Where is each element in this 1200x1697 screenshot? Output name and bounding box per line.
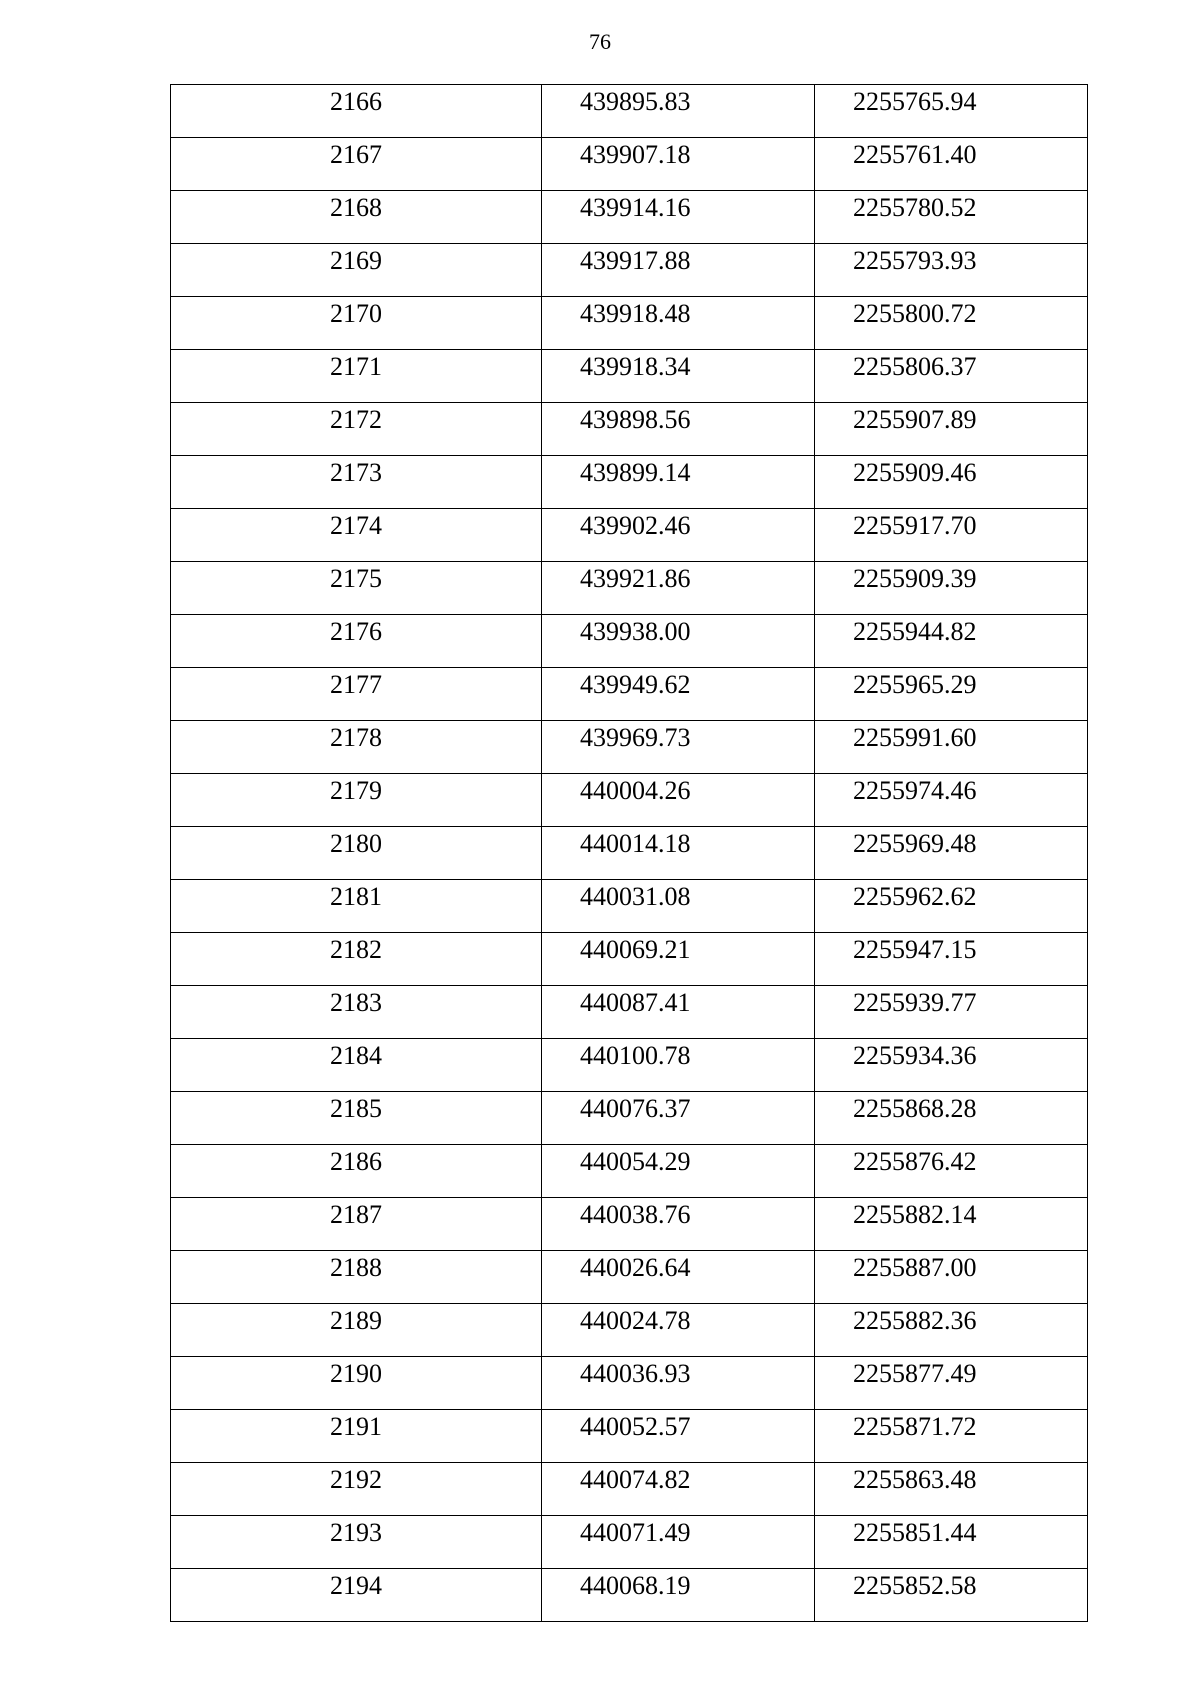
x-coordinate-cell: 440076.37 xyxy=(542,1092,815,1145)
point-number-cell: 2188 xyxy=(171,1251,542,1304)
point-number-cell: 2166 xyxy=(171,85,542,138)
point-number-cell: 2178 xyxy=(171,721,542,774)
table-row xyxy=(171,1463,1088,1516)
x-coordinate-cell: 439917.88 xyxy=(542,244,815,297)
y-coordinate-cell: 2255947.15 xyxy=(815,933,1088,986)
table-row xyxy=(171,774,1088,827)
x-coordinate-cell: 440038.76 xyxy=(542,1198,815,1251)
point-number-cell: 2193 xyxy=(171,1516,542,1569)
x-coordinate-cell: 439921.86 xyxy=(542,562,815,615)
x-coordinate-cell: 440024.78 xyxy=(542,1304,815,1357)
point-number-cell: 2175 xyxy=(171,562,542,615)
y-coordinate-cell: 2255934.36 xyxy=(815,1039,1088,1092)
point-number-cell: 2182 xyxy=(171,933,542,986)
y-coordinate-cell: 2255882.36 xyxy=(815,1304,1088,1357)
table-row xyxy=(171,1251,1088,1304)
x-coordinate-cell: 440054.29 xyxy=(542,1145,815,1198)
y-coordinate-cell: 2255939.77 xyxy=(815,986,1088,1039)
point-number-cell: 2189 xyxy=(171,1304,542,1357)
y-coordinate-cell: 2255852.58 xyxy=(815,1569,1088,1622)
point-number-cell: 2180 xyxy=(171,827,542,880)
x-coordinate-cell: 439918.48 xyxy=(542,297,815,350)
y-coordinate-cell: 2255882.14 xyxy=(815,1198,1088,1251)
point-number-cell: 2177 xyxy=(171,668,542,721)
table-row xyxy=(171,138,1088,191)
coordinates-table-body xyxy=(171,85,1088,1622)
x-coordinate-cell: 440071.49 xyxy=(542,1516,815,1569)
point-number-cell: 2167 xyxy=(171,138,542,191)
point-number-cell: 2169 xyxy=(171,244,542,297)
x-coordinate-cell: 439938.00 xyxy=(542,615,815,668)
point-number-cell: 2171 xyxy=(171,350,542,403)
table-row xyxy=(171,85,1088,138)
y-coordinate-cell: 2255969.48 xyxy=(815,827,1088,880)
y-coordinate-cell: 2255868.28 xyxy=(815,1092,1088,1145)
x-coordinate-cell: 439907.18 xyxy=(542,138,815,191)
y-coordinate-cell: 2255887.00 xyxy=(815,1251,1088,1304)
x-coordinate-cell: 440052.57 xyxy=(542,1410,815,1463)
page-number: 76 xyxy=(589,29,611,54)
table-row xyxy=(171,350,1088,403)
point-number-cell: 2187 xyxy=(171,1198,542,1251)
x-coordinate-cell: 439898.56 xyxy=(542,403,815,456)
table-row xyxy=(171,615,1088,668)
table-row xyxy=(171,827,1088,880)
x-coordinate-cell: 439918.34 xyxy=(542,350,815,403)
x-coordinate-cell: 440031.08 xyxy=(542,880,815,933)
point-number-cell: 2174 xyxy=(171,509,542,562)
table-row xyxy=(171,1198,1088,1251)
y-coordinate-cell: 2255851.44 xyxy=(815,1516,1088,1569)
coordinates-table xyxy=(170,84,1088,1622)
y-coordinate-cell: 2255909.46 xyxy=(815,456,1088,509)
x-coordinate-cell: 439969.73 xyxy=(542,721,815,774)
table-row xyxy=(171,1304,1088,1357)
table-row xyxy=(171,456,1088,509)
x-coordinate-cell: 439902.46 xyxy=(542,509,815,562)
table-row xyxy=(171,1145,1088,1198)
table-row xyxy=(171,668,1088,721)
y-coordinate-cell: 2255944.82 xyxy=(815,615,1088,668)
y-coordinate-cell: 2255806.37 xyxy=(815,350,1088,403)
y-coordinate-cell: 2255974.46 xyxy=(815,774,1088,827)
x-coordinate-cell: 440004.26 xyxy=(542,774,815,827)
x-coordinate-cell: 440087.41 xyxy=(542,986,815,1039)
point-number-cell: 2172 xyxy=(171,403,542,456)
y-coordinate-cell: 2255877.49 xyxy=(815,1357,1088,1410)
x-coordinate-cell: 440014.18 xyxy=(542,827,815,880)
table-row xyxy=(171,562,1088,615)
x-coordinate-cell: 439914.16 xyxy=(542,191,815,244)
table-row xyxy=(171,933,1088,986)
y-coordinate-cell: 2255871.72 xyxy=(815,1410,1088,1463)
y-coordinate-cell: 2255863.48 xyxy=(815,1463,1088,1516)
point-number-cell: 2170 xyxy=(171,297,542,350)
point-number-cell: 2185 xyxy=(171,1092,542,1145)
y-coordinate-cell: 2255917.70 xyxy=(815,509,1088,562)
table-row xyxy=(171,1569,1088,1622)
table-row xyxy=(171,986,1088,1039)
x-coordinate-cell: 440026.64 xyxy=(542,1251,815,1304)
y-coordinate-cell: 2255909.39 xyxy=(815,562,1088,615)
table-row xyxy=(171,403,1088,456)
table-row xyxy=(171,1516,1088,1569)
point-number-cell: 2186 xyxy=(171,1145,542,1198)
table-row xyxy=(171,1357,1088,1410)
y-coordinate-cell: 2255780.52 xyxy=(815,191,1088,244)
table-row xyxy=(171,1039,1088,1092)
point-number-cell: 2183 xyxy=(171,986,542,1039)
table-row xyxy=(171,244,1088,297)
point-number-cell: 2168 xyxy=(171,191,542,244)
point-number-cell: 2190 xyxy=(171,1357,542,1410)
y-coordinate-cell: 2255793.93 xyxy=(815,244,1088,297)
y-coordinate-cell: 2255765.94 xyxy=(815,85,1088,138)
x-coordinate-cell: 439895.83 xyxy=(542,85,815,138)
point-number-cell: 2194 xyxy=(171,1569,542,1622)
y-coordinate-cell: 2255962.62 xyxy=(815,880,1088,933)
table-row xyxy=(171,880,1088,933)
point-number-cell: 2184 xyxy=(171,1039,542,1092)
table-row xyxy=(171,1092,1088,1145)
y-coordinate-cell: 2255761.40 xyxy=(815,138,1088,191)
y-coordinate-cell: 2255907.89 xyxy=(815,403,1088,456)
y-coordinate-cell: 2255965.29 xyxy=(815,668,1088,721)
table-row xyxy=(171,721,1088,774)
x-coordinate-cell: 440069.21 xyxy=(542,933,815,986)
x-coordinate-cell: 439899.14 xyxy=(542,456,815,509)
x-coordinate-cell: 439949.62 xyxy=(542,668,815,721)
point-number-cell: 2191 xyxy=(171,1410,542,1463)
point-number-cell: 2181 xyxy=(171,880,542,933)
table-row xyxy=(171,1410,1088,1463)
y-coordinate-cell: 2255800.72 xyxy=(815,297,1088,350)
table-row xyxy=(171,191,1088,244)
y-coordinate-cell: 2255991.60 xyxy=(815,721,1088,774)
x-coordinate-cell: 440036.93 xyxy=(542,1357,815,1410)
table-row xyxy=(171,509,1088,562)
point-number-cell: 2173 xyxy=(171,456,542,509)
y-coordinate-cell: 2255876.42 xyxy=(815,1145,1088,1198)
x-coordinate-cell: 440074.82 xyxy=(542,1463,815,1516)
table-row xyxy=(171,297,1088,350)
point-number-cell: 2179 xyxy=(171,774,542,827)
x-coordinate-cell: 440068.19 xyxy=(542,1569,815,1622)
point-number-cell: 2176 xyxy=(171,615,542,668)
point-number-cell: 2192 xyxy=(171,1463,542,1516)
x-coordinate-cell: 440100.78 xyxy=(542,1039,815,1092)
